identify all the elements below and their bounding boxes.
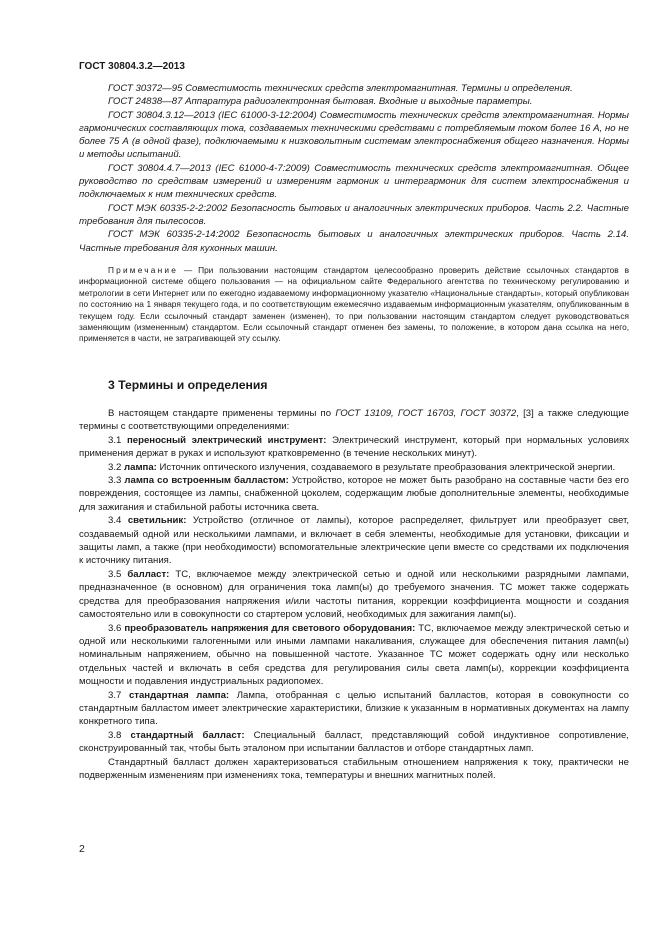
term-entry: 3.7 стандартная лампа: Лампа, отобранная с целью испытаний балластов, которая в совокупности со стандартным балластом имеет электрические характеристики, близкие к указанным в нормативных документах на лампу конкретного типа.	[79, 689, 629, 728]
reference-item: ГОСТ 30804.3.12—2013 (IEC 61000-3-12:2004) Совместимость технических средств электромагнитная. Нормы гармонических составляющих тока, создаваемых техническими средствами с потребляемым током более 16 А, но не более 75 А (в одной фазе), подключаемыми к низковольтным системам электроснабжения общего назначения. Нормы и методы испытаний.	[79, 109, 629, 161]
term-entry: 3.6 преобразователь напряжения для светового оборудования: ТС, включаемое между электрической сетью и одной или несколькими галогенными или иными лампами накаливания, служащее для обеспечения питания ламп(ы) номинальным напряжением, обычно на повышенной частоте. Указанное ТС может содержать одну или несколько отдельных частей и включать в себя средства для регулирования силы света ламп(ы), коррекции коэффициента мощности и подавления индустриальных радиопомех.	[79, 622, 629, 688]
reference-item: ГОСТ 30372—95 Совместимость технических средств электромагнитная. Термины и определения.	[108, 83, 573, 94]
term-name: балласт:	[127, 568, 170, 580]
term-name: лампа со встроенным балластом:	[124, 475, 289, 487]
page-number: 2	[79, 843, 85, 855]
reference-item: ГОСТ МЭК 60335-2-2:2002 Безопасность бытовых и аналогичных электрических приборов. Часть 2.2. Частные требования для пылесосов.	[79, 202, 629, 227]
term-entry: 3.3 лампа со встроенным балластом: Устройство, которое не может быть разобрано на составные части без его повреждения, состоящее из лампы, снабженной цоколем, содержащим любые дополнительные элементы, необходимые для зажигания и стабильной работы источника света.	[79, 475, 629, 513]
note-label: Примечание	[108, 265, 179, 275]
term-entry: 3.5 балласт: ТС, включаемое между электрической сетью и одной или несколькими разрядными лампами, предназначенное (в основном) для ограничения тока ламп(ы) до требуемого значения. ТС может также содержать средства для преобразования напряжения и/или частоты питания, коррекции коэффициента мощности и создания самостоятельно или в совокупности со стартером условий, необходимых для зажигания ламп(ы).	[79, 568, 629, 621]
reference-item: ГОСТ 30804.4.7—2013 (IEC 61000-4-7:2009) Совместимость технических средств электромагнитная. Общее руководство по средствам измерений и измерениям гармоник и интергармоник для систем электроснабжения и подключаемых к ним технических средств.	[79, 162, 629, 201]
term-name: лампа:	[124, 461, 157, 473]
reference-item: ГОСТ МЭК 60335-2-14:2002 Безопасность бытовых и аналогичных электрических приборов. Часть 2.14. Частные требования для кухонных машин.	[79, 229, 629, 254]
intro-paragraph: В настоящем стандарте применены термины по ГОСТ 13109, ГОСТ 16703, ГОСТ 30372, [3] а также следующие термины с соответствующими определениями:	[79, 408, 629, 433]
term-entry: 3.8 стандартный балласт: Специальный балласт, представляющий собой индуктивное сопротивление, сконструированный так, чтобы быть эталоном при испытании балластов и отборе стандартных ламп.	[79, 729, 629, 755]
normative-references	[79, 82, 629, 255]
term-entry: 3.4 светильник: Устройство (отличное от лампы), которое распределяет, фильтрует или преобразует свет, создаваемый одной или несколькими лампами, и включает в себя элементы, необходимые для установки, фиксации и защиты ламп, а также (при необходимости) вспомогательные электрические цепи вместе со средствами их подключения к источнику питания.	[79, 515, 629, 567]
section-title: 3 Термины и определения	[108, 378, 268, 392]
term-name: светильник:	[127, 515, 187, 527]
term-name: стандартная лампа:	[128, 689, 230, 701]
intro-refs: ГОСТ 13109, ГОСТ 16703, ГОСТ 30372	[335, 408, 517, 419]
term-name: преобразователь напряжения для светового оборудования:	[124, 622, 416, 634]
term-name: стандартный балласт:	[130, 729, 245, 741]
term-entry: 3.2 лампа: Источник оптического излучения, создаваемого в результате преобразования электрической энергии.	[108, 461, 616, 473]
term-entry: 3.1 переносный электрический инструмент: Электрический инструмент, который при нормальных условиях применения держат в руках и используют кратковременно (в течение нескольких минут).	[79, 434, 629, 460]
closing-paragraph: Стандартный балласт должен характеризоваться стабильным отношением напряжения к току, практически не подверженным изменениям при изменениях тока, температуры и внешних магнитных полей.	[79, 756, 629, 781]
note-block	[79, 265, 629, 345]
note-text: — При пользовании настоящим стандартом целесообразно проверить действие ссылочных стандартов в информационной системе общего пользования — на официальном сайте Федерального агентства по техническому регулированию и метрологии в сети Интернет или по ежегодно издаваемому информационному указателю «Национальные стандарты», который опубликован по состоянию на 1 января текущего года, и по соответствующим ежемесячно издаваемым информационным указателям, опубликованным в текущем году. Если ссылочный стандарт заменен (изменен), то при пользовании настоящим стандартом следует руководствоваться заменяющим (измененным) стандартом. Если ссылочный стандарт отменен без замены, то положение, в котором дана ссылка на него, применяется в части, не затрагивающей эту ссылку.	[79, 265, 629, 344]
section-body	[79, 407, 629, 782]
running-header: ГОСТ 30804.3.2—2013	[79, 61, 185, 72]
term-name: переносный электрический инструмент:	[126, 434, 327, 446]
reference-item: ГОСТ 24838—87 Аппаратура радиоэлектронная бытовая. Входные и выходные параметры.	[108, 96, 533, 108]
